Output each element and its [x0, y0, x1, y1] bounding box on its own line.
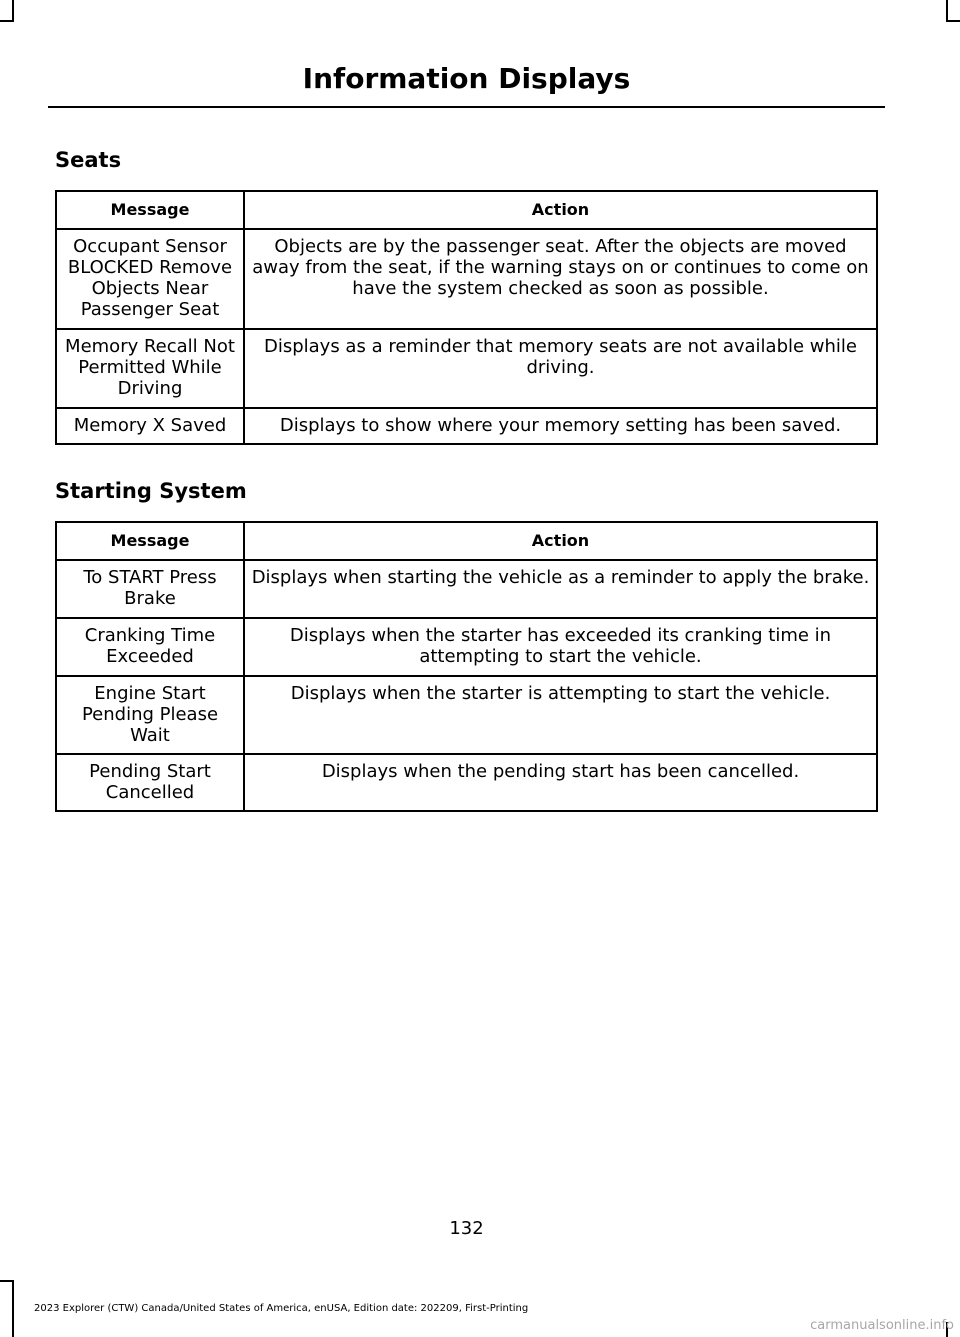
action-cell: Displays when the pending start has been cancelled.	[244, 754, 877, 811]
seats-table	[55, 190, 878, 445]
crop-mark	[12, 1280, 14, 1337]
crop-mark	[12, 0, 14, 20]
action-cell: Displays when starting the vehicle as a reminder to apply the brake.	[244, 560, 877, 618]
message-cell: Memory X Saved	[56, 408, 244, 444]
page-title: Information Displays	[302, 62, 631, 95]
action-cell: Displays when the starter has exceeded its cranking time in attempting to start the vehicle.	[244, 618, 877, 676]
watermark: carmanualsonline.info	[810, 1318, 954, 1333]
message-cell: Occupant Sensor BLOCKED Remove Objects Near Passenger Seat	[56, 229, 244, 329]
message-cell: Pending Start Cancelled	[56, 754, 244, 811]
crop-mark	[0, 20, 14, 22]
page-number: 132	[449, 1218, 484, 1239]
action-cell: Displays as a reminder that memory seats are not available while driving.	[244, 329, 877, 408]
table-row	[56, 754, 877, 811]
starting-system-table	[55, 521, 878, 812]
column-header-message: Message	[56, 522, 244, 560]
table-row	[56, 560, 877, 618]
footer-edition-info: 2023 Explorer (CTW) Canada/United States of America, enUSA, Edition date: 202209, First-Printing	[34, 1303, 529, 1314]
action-cell: Objects are by the passenger seat. After the objects are moved away from the seat, if the warning stays on or continues to come on have the system checked as soon as possible.	[244, 229, 877, 329]
crop-mark	[946, 20, 960, 22]
section-title-seats: Seats	[55, 148, 122, 172]
crop-mark	[0, 1280, 14, 1282]
message-cell: To START Press Brake	[56, 560, 244, 618]
table-row	[56, 618, 877, 676]
column-header-action: Action	[244, 522, 877, 560]
message-cell: Memory Recall Not Permitted While Driving	[56, 329, 244, 408]
column-header-message: Message	[56, 191, 244, 229]
table-row	[56, 229, 877, 329]
table-row	[56, 408, 877, 444]
message-cell: Engine Start Pending Please Wait	[56, 676, 244, 754]
action-cell: Displays to show where your memory setting has been saved.	[244, 408, 877, 444]
table-header-row	[56, 522, 877, 560]
table-row	[56, 329, 877, 408]
crop-mark	[946, 0, 948, 20]
header-divider	[48, 106, 885, 108]
column-header-action: Action	[244, 191, 877, 229]
section-title-starting-system: Starting System	[55, 479, 247, 503]
table-row	[56, 676, 877, 754]
table-header-row	[56, 191, 877, 229]
message-cell: Cranking Time Exceeded	[56, 618, 244, 676]
action-cell: Displays when the starter is attempting to start the vehicle.	[244, 676, 877, 754]
